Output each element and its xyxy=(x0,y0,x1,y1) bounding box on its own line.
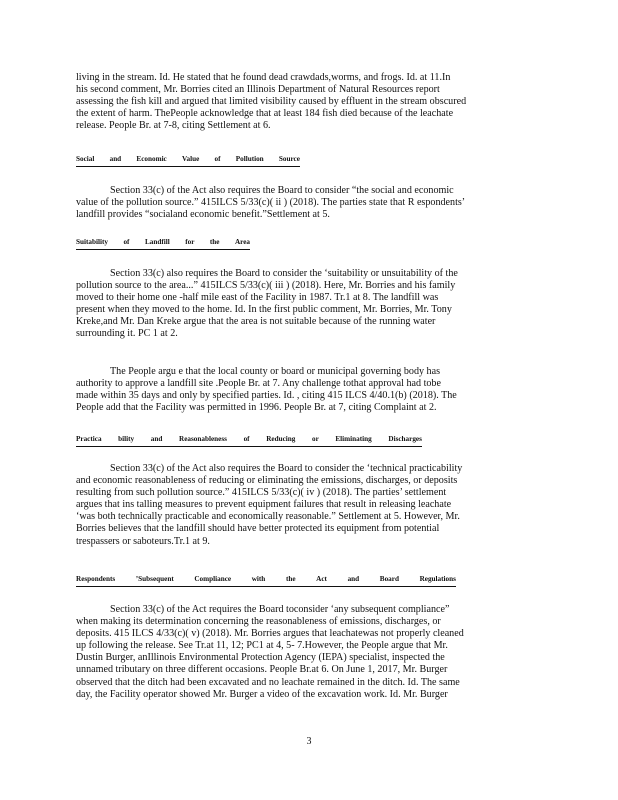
heading-word: Practica xyxy=(76,435,102,443)
heading-word: for xyxy=(185,238,195,246)
heading-word: Reducing xyxy=(266,435,296,443)
section-heading-social-economic xyxy=(76,154,300,167)
text-line: living in the stream. Id. He stated that he found dead crawdads,worms, and frogs. Id. at 11.In xyxy=(76,72,451,83)
heading-word: Area xyxy=(234,238,250,246)
heading-word: or xyxy=(311,435,319,443)
text-line: Section 33(c) also requires the Board to consider the ‘suitability or unsuitability of the xyxy=(110,268,458,279)
heading-word: Value xyxy=(181,155,200,163)
heading-word: Act xyxy=(316,575,327,583)
text-line: up following the release. See Tr.at 11, 12; PC1 at 4, 5- 7.However, the People argue that Mr. xyxy=(76,640,448,652)
text-line: resulting from such pollution source.” 415ILCS 5/33(c)( iv ) (2018). The parties’ settlement xyxy=(76,487,447,499)
text-line: assessing the fish kill and argued that limited visibility caused by effluent in the stream obscured xyxy=(76,96,467,108)
page-number: 3 xyxy=(306,736,312,747)
paragraph-suitability xyxy=(76,268,532,341)
text-line: authority to approve a landfill site .People Br. at 7. Any challenge tothat approval had tobe xyxy=(76,378,441,390)
text-line: deposits. 415 ILCS 4/33(c)( v) (2018). Mr. Borries argues that leachatewas not properly cleaned xyxy=(76,628,464,640)
heading-word: of xyxy=(243,435,250,443)
heading-word: of xyxy=(214,155,221,163)
heading-word: of xyxy=(123,238,130,246)
text-line: made within 35 days and only by specified parties. Id. , citing 415 ILCS 4/40.1(b) (2018). The xyxy=(76,390,457,402)
text-line: People add that the Facility was permitted in 1996. People Br. at 7, citing Complaint at 2. xyxy=(76,402,437,414)
section-heading-practicability xyxy=(76,434,422,447)
paragraph-stream-observations xyxy=(76,72,532,132)
heading-word: Social xyxy=(76,155,95,163)
text-line: surrounding it. PC 1 at 2. xyxy=(76,328,178,340)
text-line: Section 33(c) of the Act requires the Board toconsider ‘any subsequent compliance” xyxy=(110,604,450,615)
paragraph-people-argue-approval xyxy=(76,366,532,414)
heading-word: the xyxy=(209,238,220,246)
heading-word: and xyxy=(150,435,163,443)
section-heading-subsequent-compliance xyxy=(76,574,456,587)
heading-word: Reasonableness xyxy=(179,435,227,443)
text-line: observed that the ditch had been excavated and no leachate remained in the ditch. Id. The same xyxy=(76,676,460,688)
text-line: Kreke,and Mr. Dan Kreke argue that the area is not suitable because of the running water xyxy=(76,316,436,328)
heading-word: Suitability xyxy=(76,238,108,246)
heading-word: with xyxy=(251,575,266,583)
heading-word: Discharges xyxy=(388,435,422,443)
text-line: his second comment, Mr. Borries cited an Illinois Department of Natural Resources report xyxy=(76,84,440,96)
text-line: present when they moved to the home. Id. In the first public comment, Mr. Borries, Mr. Tony xyxy=(76,304,452,316)
heading-word: Board xyxy=(379,575,399,583)
text-line: argues that ins talling measures to prevent equipment failures that result in releasing leachate xyxy=(76,499,452,511)
heading-word: Compliance xyxy=(194,575,232,583)
text-line: day, the Facility operator showed Mr. Burger a video of the excavation work. Id. Mr. Burger xyxy=(76,688,448,700)
heading-word: and xyxy=(109,155,122,163)
text-line: Section 33(c) of the Act also requires the Board to consider the ‘technical practicability xyxy=(110,463,463,474)
heading-word: Landfill xyxy=(144,238,170,246)
section-heading-suitability xyxy=(76,237,250,250)
heading-word: Eliminating xyxy=(335,435,372,443)
paragraph-social-economic xyxy=(76,185,532,221)
text-line: value of the pollution source.” 415ILCS 5/33(c)( ii ) (2018). The parties state that R espondents’ xyxy=(76,197,466,209)
heading-word: ’Subsequent xyxy=(135,575,174,583)
heading-word: Respondents xyxy=(76,575,116,583)
text-line: ‘was both technically practicable and economically reasonable.” Settlement at 5. However, Mr. xyxy=(76,511,460,523)
heading-word: Economic xyxy=(136,155,167,163)
text-line: The People argu e that the local county or board or municipal governing body has xyxy=(110,366,441,377)
paragraph-practicability xyxy=(76,463,532,548)
paragraph-subsequent-compliance xyxy=(76,604,532,701)
heading-word: bility xyxy=(118,435,135,443)
text-line: pollution source to the area...” 415ILCS 5/33(c)( iii ) (2018). Here, Mr. Borries and his family xyxy=(76,280,456,292)
text-line: release. People Br. at 7-8, citing Settlement at 6. xyxy=(76,120,271,132)
text-line: unnamed tributary on three different occasions. People Br.at 6. On June 1, 2017, Mr. Burger xyxy=(76,664,448,676)
text-line: the extent of harm. ThePeople acknowledge that at least 184 fish died because of the leachate xyxy=(76,108,454,120)
text-line: landfill provides “socialand economic benefit.”Settlement at 5. xyxy=(76,209,330,221)
text-line: moved to their home one -half mile east of the Facility in 1987. Tr.1 at 8. The landfill was xyxy=(76,292,439,304)
text-line: when making its determination concerning the reasonableness of emissions, discharges, or xyxy=(76,616,441,628)
heading-word: Pollution xyxy=(235,155,264,163)
text-line: trespassers or saboteurs.Tr.1 at 9. xyxy=(76,535,210,547)
text-line: Dustin Burger, anIllinois Environmental Protection Agency (IEPA) specialist, inspected the xyxy=(76,652,445,664)
heading-word: Source xyxy=(278,155,300,163)
heading-word: and xyxy=(347,575,360,583)
text-line: Section 33(c) of the Act also requires the Board to consider “the social and economic xyxy=(110,185,454,196)
text-line: and economic reasonableness of reducing or eliminating the emissions, discharges, or deposits xyxy=(76,475,458,487)
heading-word: the xyxy=(285,575,296,583)
heading-word: Regulations xyxy=(419,575,456,583)
text-line: Borries believes that the landfill should have better protected its equipment from potential xyxy=(76,523,440,535)
